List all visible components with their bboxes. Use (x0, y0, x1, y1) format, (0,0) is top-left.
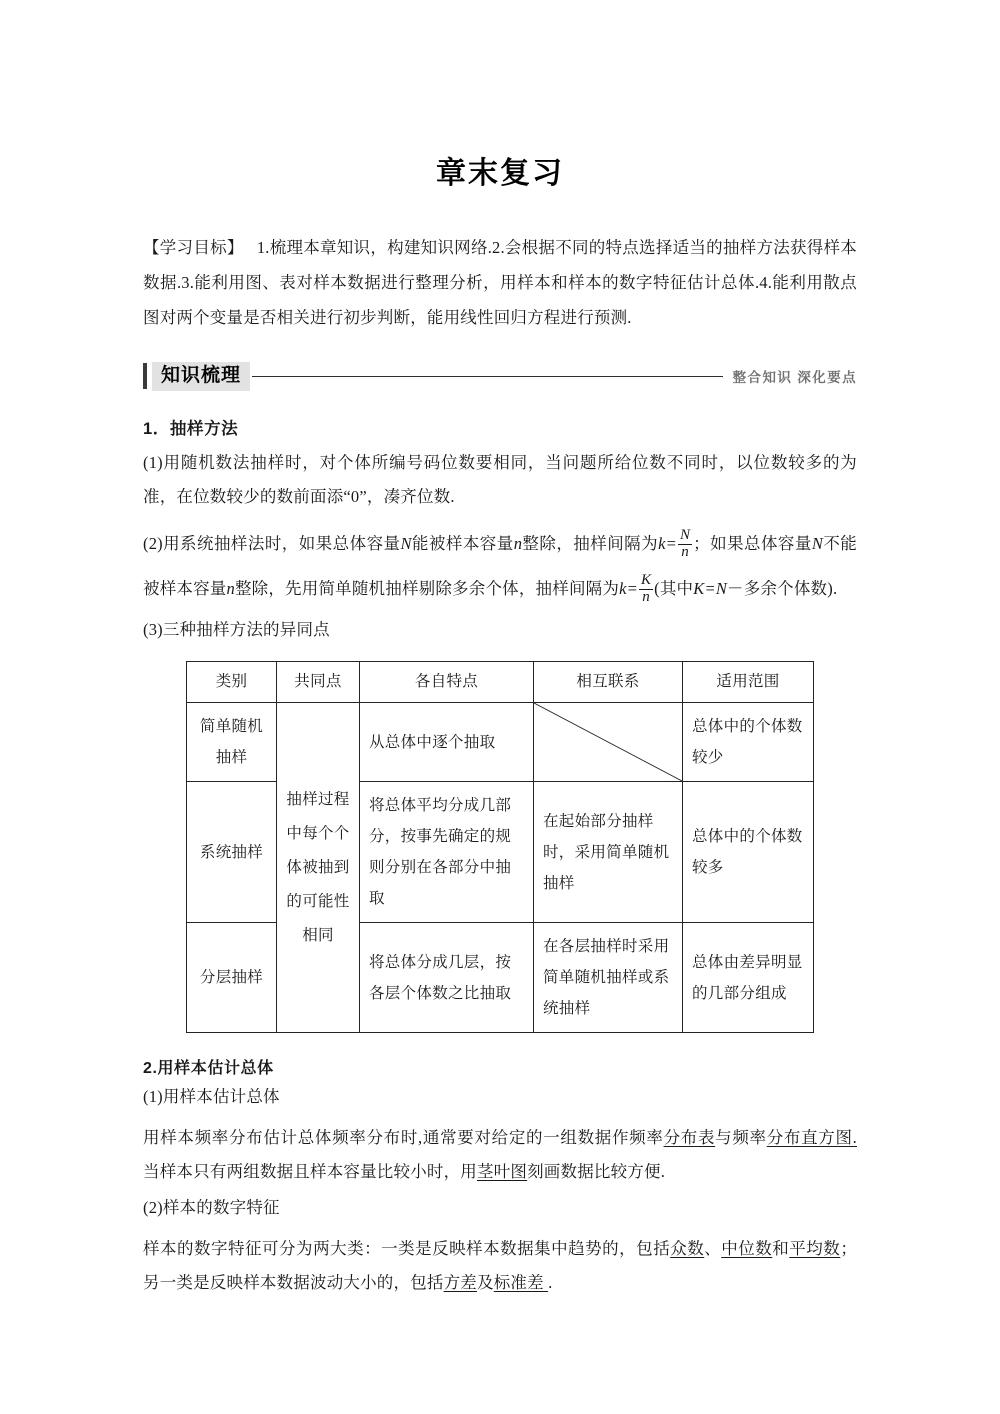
comparison-table-wrapper (186, 661, 813, 1033)
table-header-relation: 相互联系 (534, 662, 683, 703)
cell-common-point: 抽样过程中每个个体被抽到的可能性相同 (277, 703, 360, 1033)
cell-scope-systematic: 总体中的个体数较多 (683, 782, 814, 923)
sys-text-f: 整除，先用简单随机抽样剔除多余个体，抽样间隔为 (234, 579, 620, 598)
cell-category-systematic: 系统抽样 (187, 782, 277, 923)
sys-text-d: ；如果总体容量 (693, 534, 812, 553)
table-header-common: 共同点 (277, 662, 360, 703)
fraction-denominator-n-2: n (642, 588, 650, 605)
var-k-1: k (658, 534, 666, 553)
var-k-2: k (619, 579, 627, 598)
paragraph-sub1-label: (1)用样本估计总体 (143, 1087, 280, 1106)
cell-scope-simple-random: 总体中的个体数较少 (683, 703, 814, 782)
paragraph-random-number-method: (1)用随机数法抽样时，对个体所编号码位数要相同，当问题所给位数不同时，以位数较多的为准，在位数较少的数前面添“0”，凑齐位数. (143, 453, 857, 506)
freq-text-b: 与频率 (715, 1128, 767, 1147)
num-text-d: ；另一类是反映样本数据波动大小的，包括 (143, 1239, 858, 1292)
num-text-b: 、 (704, 1239, 722, 1258)
eq-sign-1: = (665, 534, 677, 553)
section-header-bar (143, 361, 857, 391)
page-title: 章末复习 (436, 157, 564, 190)
var-n-1: n (513, 534, 523, 553)
var-K-1: K (693, 579, 705, 598)
sys-text-a: (2)用系统抽样法时，如果总体容量 (143, 534, 401, 553)
paragraph-numeric-characteristics (143, 1232, 857, 1300)
freq-text-c: 当样本只有两组数据且样本容量比较小时，用 (143, 1162, 477, 1181)
table-row (187, 703, 814, 782)
eq-sign-2: = (626, 579, 638, 598)
eq-sign-3: = (704, 579, 716, 598)
cell-relation-stratified: 在各层抽样时采用简单随机抽样或系统抽样 (534, 923, 683, 1033)
table-header-scope: 适用范围 (683, 662, 814, 703)
fraction-numerator-N: N (679, 526, 691, 543)
section-badge-label: 知识梳理 (152, 362, 250, 391)
fraction-numerator-K: K (640, 571, 652, 588)
cell-feature-systematic: 将总体平均分成几部分，按事先确定的规则分别在各部分中抽取 (360, 782, 534, 923)
term-variance: 方差 (443, 1273, 478, 1292)
paragraph-sub2-label: (2)样本的数字特征 (143, 1198, 280, 1217)
freq-text-a: 用样本频率分布估计总体频率分布时,通常要对给定的一组数据作频率 (143, 1128, 664, 1147)
table-header-row (187, 662, 814, 703)
page-content (143, 0, 857, 1300)
var-N-3: N (715, 579, 728, 598)
table-header-category: 类别 (187, 662, 277, 703)
sys-text-h: －多余个体数). (727, 579, 838, 598)
learning-objectives (143, 230, 857, 335)
heading-estimate-population: 2.用样本估计总体 (143, 1060, 274, 1077)
cell-relation-systematic: 在起始部分抽样时，采用简单随机抽样 (534, 782, 683, 923)
fraction-K-over-n (639, 573, 653, 606)
paragraph-systematic-sampling (143, 521, 857, 611)
var-N-2: N (811, 534, 824, 553)
cell-category-stratified: 分层抽样 (187, 923, 277, 1033)
diagonal-slash-icon (534, 703, 682, 781)
sampling-methods-table (186, 661, 814, 1033)
sys-text-e: 不能被样本容量 (143, 534, 857, 598)
num-text-a: 样本的数字特征可分为两大类：一类是反映样本数据集中趋势的，包括 (143, 1239, 671, 1258)
section-tick-marker (143, 363, 147, 389)
num-text-f: . (548, 1273, 553, 1292)
fraction-N-over-n (678, 528, 692, 561)
paragraph-frequency-distribution (143, 1121, 857, 1189)
term-histogram: 分布直方图. (766, 1128, 857, 1147)
term-distribution-table: 分布表 (663, 1128, 716, 1147)
sys-text-c: 整除，抽样间隔为 (522, 534, 659, 553)
fraction-denominator-n-1: n (681, 543, 689, 560)
cell-category-simple-random: 简单随机抽样 (187, 703, 277, 782)
num-text-c: 和 (772, 1239, 790, 1258)
cell-feature-simple-random: 从总体中逐个抽取 (360, 703, 534, 782)
term-median: 中位数 (721, 1239, 773, 1258)
sys-text-b: 能被样本容量 (411, 534, 514, 553)
cell-relation-not-applicable (534, 703, 683, 782)
freq-text-d: 刻画数据比较方便. (527, 1162, 666, 1181)
objectives-text: 1.梳理本章知识，构建知识网络.2.会根据不同的特点选择适当的抽样方法获得样本数据.3.能利用图、表对样本数据进行整理分析，用样本和样本的数字特征估计总体.4.能利用散点图对两个变量是否相关进行初步判断，能用线性回归方程进行预测. (143, 238, 858, 327)
var-N-1: N (400, 534, 412, 553)
term-mode: 众数 (670, 1239, 705, 1258)
cell-scope-stratified: 总体由差异明显的几部分组成 (683, 923, 814, 1033)
term-mean: 平均数 (789, 1239, 841, 1258)
heading-sampling-methods: 1．抽样方法 (143, 420, 239, 438)
section-rule-divider (252, 376, 723, 377)
var-n-2: n (226, 579, 235, 598)
section-tagline: 整合知识 深化要点 (732, 370, 857, 385)
term-stem-leaf-plot: 茎叶图 (477, 1162, 528, 1181)
term-standard-deviation: 标准差 (493, 1273, 549, 1292)
objectives-label: 【学习目标】 (143, 238, 244, 257)
paragraph-three-methods-intro: (3)三种抽样方法的异同点 (143, 620, 330, 639)
num-text-e: 及 (477, 1273, 494, 1292)
table-header-features: 各自特点 (360, 662, 534, 703)
sys-text-g: (其中 (654, 579, 694, 598)
cell-feature-stratified: 将总体分成几层，按各层个体数之比抽取 (360, 923, 534, 1033)
